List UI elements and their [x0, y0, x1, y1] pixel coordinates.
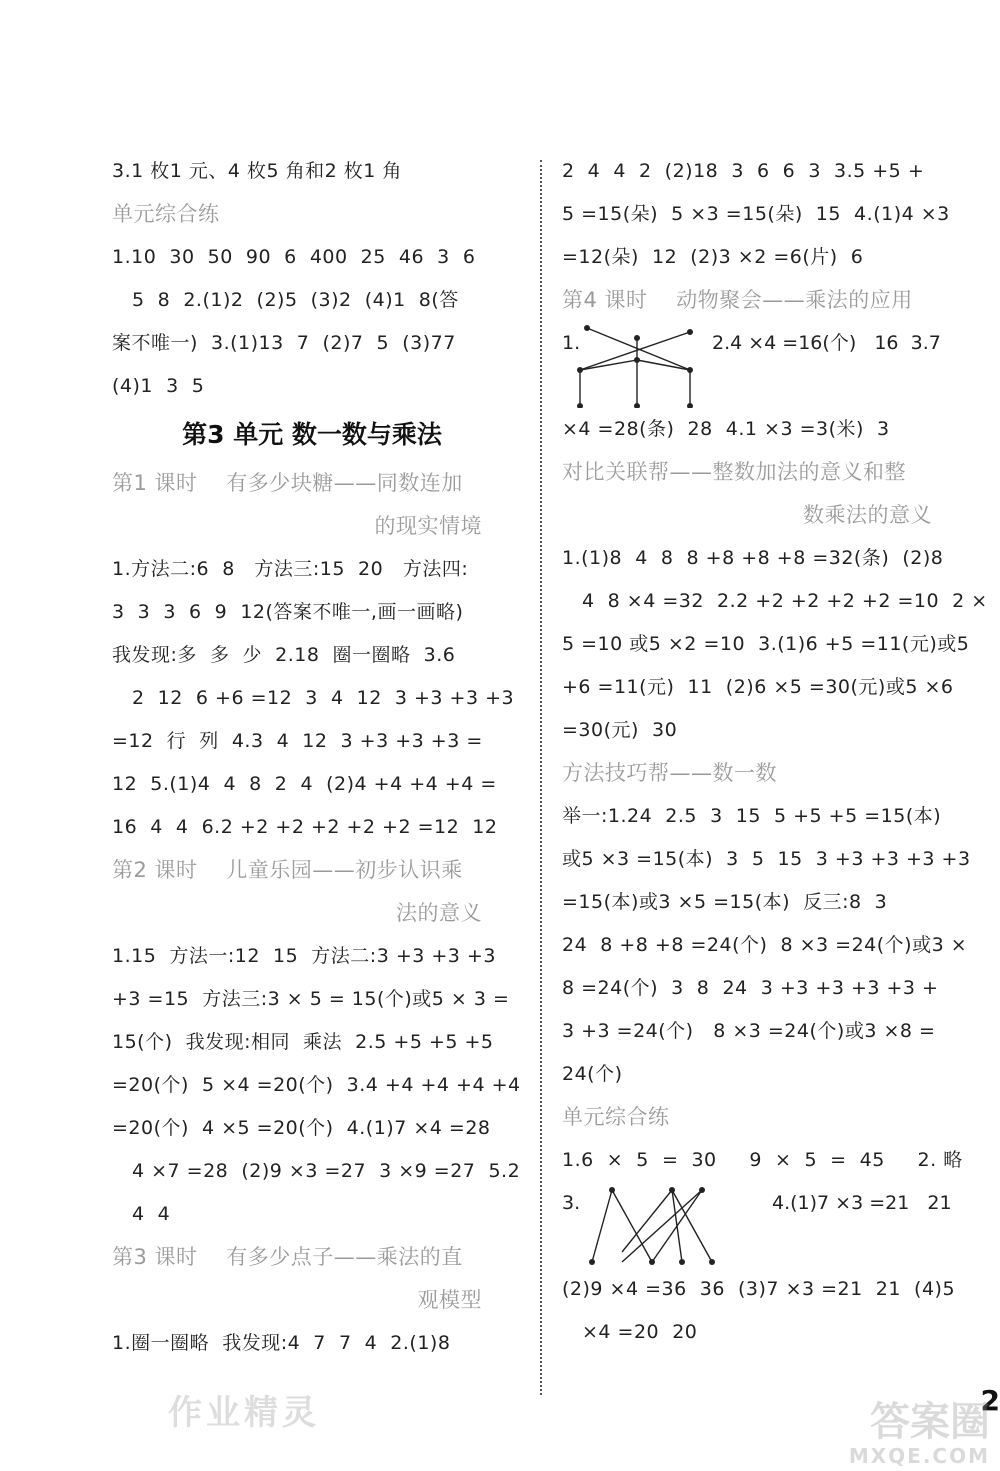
section-heading: 对比关联帮——整数加法的意义和整: [562, 460, 906, 484]
section-heading-continued: 法的意义: [396, 901, 482, 925]
answer-line: =12(朵) 12 (2)3 ×2 =6(片) 6: [562, 246, 864, 268]
connection-dot: [634, 403, 640, 408]
answer-line: 或5 ×3 =15(本) 3 5 15 3 +3 +3 +3 +3: [562, 848, 971, 870]
unit-title: 第3 单元 数一数与乘法: [182, 420, 442, 449]
answer-line: 5 =10 或5 ×2 =10 3.(1)6 +5 =11(元)或5: [562, 633, 970, 655]
connection-dot: [699, 1187, 705, 1193]
connection-dot: [679, 1259, 685, 1265]
matching-figure-animals: [562, 322, 972, 408]
connection-line: [612, 1190, 652, 1262]
answer-line: 2 4 4 2 (2)18 3 6 6 3 3.5 +5 +: [562, 160, 925, 182]
connection-line: [652, 1190, 702, 1262]
section-heading: 方法技巧帮——数一数: [562, 761, 777, 785]
answer-line: 3.1 枚1 元、4 枚5 角和2 枚1 角: [112, 160, 402, 182]
answer-line: +3 =15 方法三:3 × 5 = 15(个)或5 × 3 =: [112, 988, 510, 1010]
answer-line: +6 =11(元) 11 (2)6 ×5 =30(元)或5 ×6: [562, 676, 954, 698]
column-divider: [540, 160, 542, 1395]
stamp-watermark: 作业精灵: [168, 1393, 320, 1433]
connection-line: [592, 1190, 612, 1262]
connection-line: [622, 1190, 702, 1262]
answer-line: 24 8 +8 +8 =24(个) 8 ×3 =24(个)或3 ×: [562, 934, 968, 956]
figure-answer-text: 2.4 ×4 =16(个) 16 3.7: [712, 332, 941, 354]
connection-dot: [577, 403, 583, 408]
figure-label: 3.: [562, 1192, 581, 1214]
answer-line: 8 =24(个) 3 8 24 3 +3 +3 +3 +3 +: [562, 977, 939, 999]
answer-line: 3 3 3 6 9 12(答案不唯一,画一画略): [112, 601, 464, 623]
connection-lines-diagram: [562, 322, 762, 408]
answer-line: 4 8 ×4 =32 2.2 +2 +2 +2 +2 =10 2 ×: [582, 590, 988, 612]
answer-line: 12 5.(1)4 4 8 2 4 (2)4 +4 +4 +4 =: [112, 773, 497, 795]
connection-dot: [634, 335, 640, 341]
answer-line: 15(个) 我发现:相同 乘法 2.5 +5 +5 +5: [112, 1031, 494, 1053]
answer-line: 5 8 2.(1)2 (2)5 (3)2 (4)1 8(答: [132, 289, 459, 311]
section-heading: 第3 课时 有多少点子——乘法的直: [112, 1245, 463, 1269]
answer-line: 1.方法二:6 8 方法三:15 20 方法四:: [112, 558, 469, 580]
section-heading: 第2 课时 儿童乐园——初步认识乘: [112, 858, 463, 882]
left-column: [112, 150, 522, 1365]
answer-line: 案不唯一) 3.(1)13 7 (2)7 5 (3)77: [112, 332, 456, 354]
connection-line: [672, 1190, 712, 1262]
connection-dot: [709, 1259, 715, 1265]
connection-dot: [609, 1187, 615, 1193]
connection-line: [637, 360, 690, 370]
answer-line: 1.10 30 50 90 6 400 25 46 3 6: [112, 246, 476, 268]
answer-line: 2 12 6 +6 =12 3 4 12 3 +3 +3 +3: [132, 687, 515, 709]
answer-line: 4 ×7 =28 (2)9 ×3 =27 3 ×9 =27 5.2: [132, 1160, 521, 1182]
section-heading: 第4 课时 动物聚会——乘法的应用: [562, 288, 913, 312]
figure-label: 1.: [562, 332, 581, 354]
answer-line: =12 行 列 4.3 4 12 3 +3 +3 +3 =: [112, 730, 483, 752]
answer-line: 1.15 方法一:12 15 方法二:3 +3 +3 +3: [112, 945, 496, 967]
matching-figure-unit-review: [562, 1182, 972, 1268]
connection-dot: [687, 403, 693, 408]
answer-line: 我发现:多 多 少 2.18 圈一圈略 3.6: [112, 644, 456, 666]
figure-answer-text: 4.(1)7 ×3 =21 21: [772, 1192, 952, 1214]
site-watermark: [750, 1400, 990, 1470]
answer-line: 1.(1)8 4 8 8 +8 +8 +8 =32(条) (2)8: [562, 547, 944, 569]
answer-line: 16 4 4 6.2 +2 +2 +2 +2 +2 =12 12: [112, 816, 498, 838]
section-heading-continued: 的现实情境: [374, 514, 482, 538]
connection-dot: [687, 329, 693, 335]
answer-line: 4 4: [132, 1203, 171, 1225]
connection-dot: [589, 1259, 595, 1265]
section-heading: 单元综合练: [562, 1105, 670, 1129]
answer-line: 24(个): [562, 1063, 623, 1085]
connection-line: [580, 360, 637, 370]
watermark-url: MXQE.COM: [848, 1444, 990, 1468]
answer-line: 3 +3 =24(个) 8 ×3 =24(个)或3 ×8 =: [562, 1020, 936, 1042]
answer-line: 举一:1.24 2.5 3 15 5 +5 +5 =15(本): [562, 805, 942, 827]
answer-line: =30(元) 30: [562, 719, 678, 741]
answer-line: =20(个) 4 ×5 =20(个) 4.(1)7 ×4 =28: [112, 1117, 491, 1139]
answer-line: 1.6 × 5 = 30 9 × 5 = 45 2. 略: [562, 1149, 963, 1171]
connection-dot: [584, 325, 590, 331]
section-heading-continued: 数乘法的意义: [803, 503, 932, 527]
page-number: 2: [980, 1384, 1000, 1417]
connection-dot: [649, 1259, 655, 1265]
answer-line: (4)1 3 5: [112, 375, 205, 397]
connection-dot: [577, 367, 583, 373]
answer-line: 1.圈一圈略 我发现:4 7 7 4 2.(1)8: [112, 1332, 451, 1354]
answer-line: =20(个) 5 ×4 =20(个) 3.4 +4 +4 +4 +4: [112, 1074, 521, 1096]
answer-line: (2)9 ×4 =36 36 (3)7 ×3 =21 21 (4)5: [562, 1278, 956, 1300]
section-heading-continued: 观模型: [417, 1288, 482, 1312]
connection-dot: [634, 357, 640, 363]
answer-line: =15(本)或3 ×5 =15(本) 反三:8 3: [562, 891, 888, 913]
connection-lines-diagram: [562, 1182, 762, 1268]
connection-dot: [687, 367, 693, 373]
answer-line: 5 =15(朵) 5 ×3 =15(朵) 15 4.(1)4 ×3: [562, 203, 950, 225]
answer-line: ×4 =28(条) 28 4.1 ×3 =3(米) 3: [562, 418, 890, 440]
answer-line: ×4 =20 20: [582, 1321, 698, 1343]
section-heading: 第1 课时 有多少块糖——同数连加: [112, 471, 463, 495]
watermark-text: 答案圈: [870, 1399, 990, 1445]
connection-dot: [669, 1187, 675, 1193]
connection-line: [587, 328, 690, 370]
right-column: [562, 150, 988, 1354]
section-heading: 单元综合练: [112, 202, 220, 226]
